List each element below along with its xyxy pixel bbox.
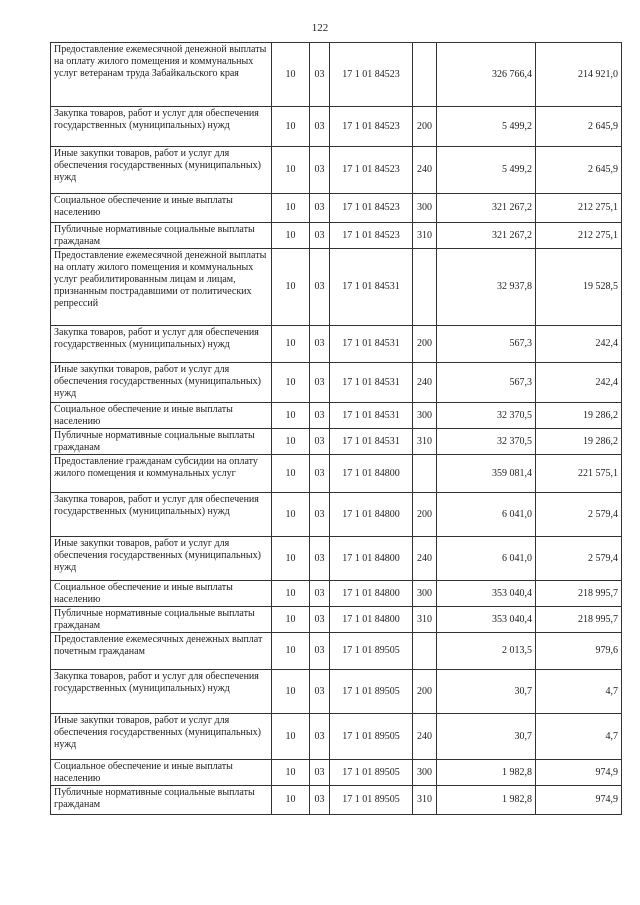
row-section: 10	[272, 714, 310, 760]
row-amount-plan: 5 499,2	[437, 147, 536, 194]
row-amount-actual: 242,4	[536, 326, 622, 363]
row-expense-type: 200	[413, 326, 437, 363]
row-name: Иные закупки товаров, работ и услуг для обеспечения государственных (муниципальных) нужд	[51, 537, 272, 581]
row-amount-plan: 6 041,0	[437, 537, 536, 581]
table-row	[51, 581, 622, 607]
table-row	[51, 633, 622, 670]
row-section: 10	[272, 107, 310, 147]
table-row	[51, 249, 622, 326]
row-name: Социальное обеспечение и иные выплаты населению	[51, 403, 272, 429]
row-section: 10	[272, 607, 310, 633]
row-target-article: 17 1 01 89505	[330, 760, 413, 786]
row-section: 10	[272, 223, 310, 249]
row-target-article: 17 1 01 84800	[330, 493, 413, 537]
table-row	[51, 760, 622, 786]
row-expense-type: 300	[413, 403, 437, 429]
row-amount-plan: 321 267,2	[437, 223, 536, 249]
row-amount-actual: 19 286,2	[536, 429, 622, 455]
table-row	[51, 363, 622, 403]
row-amount-actual: 974,9	[536, 760, 622, 786]
table-row	[51, 786, 622, 815]
row-expense-type: 310	[413, 607, 437, 633]
row-target-article: 17 1 01 84523	[330, 147, 413, 194]
row-name: Закупка товаров, работ и услуг для обеспечения государственных (муниципальных) нужд	[51, 107, 272, 147]
row-expense-type	[413, 455, 437, 493]
row-target-article: 17 1 01 84531	[330, 429, 413, 455]
row-amount-plan: 32 370,5	[437, 403, 536, 429]
row-expense-type: 200	[413, 670, 437, 714]
row-section: 10	[272, 147, 310, 194]
row-subsection: 03	[310, 326, 330, 363]
row-target-article: 17 1 01 89505	[330, 786, 413, 815]
row-section: 10	[272, 633, 310, 670]
row-subsection: 03	[310, 43, 330, 107]
row-name: Закупка товаров, работ и услуг для обеспечения государственных (муниципальных) нужд	[51, 670, 272, 714]
row-target-article: 17 1 01 84523	[330, 107, 413, 147]
row-subsection: 03	[310, 249, 330, 326]
row-subsection: 03	[310, 493, 330, 537]
row-section: 10	[272, 326, 310, 363]
row-expense-type: 300	[413, 581, 437, 607]
row-target-article: 17 1 01 84800	[330, 581, 413, 607]
row-name: Предоставление гражданам субсидии на оплату жилого помещения и коммунальных услуг	[51, 455, 272, 493]
row-section: 10	[272, 363, 310, 403]
row-subsection: 03	[310, 363, 330, 403]
row-amount-plan: 32 370,5	[437, 429, 536, 455]
row-subsection: 03	[310, 714, 330, 760]
row-section: 10	[272, 455, 310, 493]
row-subsection: 03	[310, 455, 330, 493]
table-row	[51, 670, 622, 714]
row-name: Предоставление ежемесячной денежной выплаты на оплату жилого помещения и коммунальных услуг реабилитированным лицам и лицам, признанным пострадавшими от политических репрессий	[51, 249, 272, 326]
row-section: 10	[272, 537, 310, 581]
row-name: Публичные нормативные социальные выплаты гражданам	[51, 429, 272, 455]
row-expense-type: 310	[413, 223, 437, 249]
table-row	[51, 403, 622, 429]
row-amount-actual: 4,7	[536, 714, 622, 760]
row-name: Иные закупки товаров, работ и услуг для обеспечения государственных (муниципальных) нужд	[51, 363, 272, 403]
row-amount-plan: 1 982,8	[437, 786, 536, 815]
row-name: Публичные нормативные социальные выплаты гражданам	[51, 786, 272, 815]
row-subsection: 03	[310, 786, 330, 815]
table-row	[51, 714, 622, 760]
row-amount-plan: 321 267,2	[437, 194, 536, 223]
row-amount-plan: 1 982,8	[437, 760, 536, 786]
row-target-article: 17 1 01 84531	[330, 403, 413, 429]
row-subsection: 03	[310, 760, 330, 786]
row-subsection: 03	[310, 581, 330, 607]
row-target-article: 17 1 01 84800	[330, 455, 413, 493]
row-subsection: 03	[310, 223, 330, 249]
row-name: Социальное обеспечение и иные выплаты населению	[51, 760, 272, 786]
row-amount-actual: 221 575,1	[536, 455, 622, 493]
row-subsection: 03	[310, 147, 330, 194]
row-expense-type: 240	[413, 714, 437, 760]
row-name: Предоставление ежемесячной денежной выплаты на оплату жилого помещения и коммунальных услуг ветеранам труда Забайкальского края	[51, 43, 272, 107]
row-amount-actual: 19 286,2	[536, 403, 622, 429]
row-section: 10	[272, 581, 310, 607]
row-subsection: 03	[310, 670, 330, 714]
row-section: 10	[272, 760, 310, 786]
row-amount-plan: 567,3	[437, 326, 536, 363]
table-row	[51, 455, 622, 493]
row-target-article: 17 1 01 84800	[330, 607, 413, 633]
row-amount-plan: 353 040,4	[437, 607, 536, 633]
row-amount-plan: 326 766,4	[437, 43, 536, 107]
table-row	[51, 147, 622, 194]
row-expense-type: 300	[413, 194, 437, 223]
row-amount-actual: 2 645,9	[536, 107, 622, 147]
row-expense-type: 240	[413, 147, 437, 194]
row-subsection: 03	[310, 194, 330, 223]
row-amount-actual: 979,6	[536, 633, 622, 670]
row-subsection: 03	[310, 607, 330, 633]
row-subsection: 03	[310, 633, 330, 670]
row-subsection: 03	[310, 537, 330, 581]
row-amount-actual: 218 995,7	[536, 607, 622, 633]
row-name: Закупка товаров, работ и услуг для обеспечения государственных (муниципальных) нужд	[51, 326, 272, 363]
row-amount-actual: 212 275,1	[536, 194, 622, 223]
row-section: 10	[272, 194, 310, 223]
row-section: 10	[272, 43, 310, 107]
row-amount-plan: 5 499,2	[437, 107, 536, 147]
row-name: Социальное обеспечение и иные выплаты населению	[51, 581, 272, 607]
row-target-article: 17 1 01 84523	[330, 223, 413, 249]
row-name: Социальное обеспечение и иные выплаты населению	[51, 194, 272, 223]
row-target-article: 17 1 01 84531	[330, 363, 413, 403]
row-name: Закупка товаров, работ и услуг для обеспечения государственных (муниципальных) нужд	[51, 493, 272, 537]
row-name: Публичные нормативные социальные выплаты гражданам	[51, 607, 272, 633]
row-amount-plan: 567,3	[437, 363, 536, 403]
row-target-article: 17 1 01 89505	[330, 633, 413, 670]
row-expense-type	[413, 633, 437, 670]
row-amount-actual: 2 579,4	[536, 537, 622, 581]
table-row	[51, 326, 622, 363]
row-subsection: 03	[310, 107, 330, 147]
row-expense-type: 310	[413, 786, 437, 815]
row-amount-plan: 359 081,4	[437, 455, 536, 493]
row-expense-type: 310	[413, 429, 437, 455]
table-row	[51, 607, 622, 633]
row-name: Иные закупки товаров, работ и услуг для обеспечения государственных (муниципальных) нужд	[51, 714, 272, 760]
row-amount-actual: 974,9	[536, 786, 622, 815]
row-expense-type	[413, 249, 437, 326]
row-amount-plan: 30,7	[437, 714, 536, 760]
table-row	[51, 223, 622, 249]
table-row	[51, 43, 622, 107]
row-subsection: 03	[310, 403, 330, 429]
table-row	[51, 429, 622, 455]
row-section: 10	[272, 493, 310, 537]
row-amount-actual: 4,7	[536, 670, 622, 714]
row-amount-plan: 2 013,5	[437, 633, 536, 670]
table-row	[51, 537, 622, 581]
row-expense-type: 200	[413, 107, 437, 147]
row-amount-plan: 32 937,8	[437, 249, 536, 326]
row-amount-plan: 353 040,4	[437, 581, 536, 607]
row-target-article: 17 1 01 89505	[330, 670, 413, 714]
row-target-article: 17 1 01 89505	[330, 714, 413, 760]
table-row	[51, 493, 622, 537]
row-name: Предоставление ежемесячных денежных выплат почетным гражданам	[51, 633, 272, 670]
row-expense-type: 240	[413, 363, 437, 403]
row-section: 10	[272, 429, 310, 455]
table-row	[51, 194, 622, 223]
row-amount-actual: 214 921,0	[536, 43, 622, 107]
row-section: 10	[272, 403, 310, 429]
row-target-article: 17 1 01 84523	[330, 43, 413, 107]
budget-table	[50, 42, 622, 815]
row-expense-type: 240	[413, 537, 437, 581]
row-amount-plan: 30,7	[437, 670, 536, 714]
row-expense-type: 200	[413, 493, 437, 537]
page-number: 122	[311, 22, 329, 34]
row-amount-actual: 19 528,5	[536, 249, 622, 326]
row-section: 10	[272, 786, 310, 815]
row-amount-actual: 2 579,4	[536, 493, 622, 537]
row-subsection: 03	[310, 429, 330, 455]
row-section: 10	[272, 249, 310, 326]
row-amount-actual: 212 275,1	[536, 223, 622, 249]
row-target-article: 17 1 01 84531	[330, 249, 413, 326]
row-name: Публичные нормативные социальные выплаты гражданам	[51, 223, 272, 249]
row-amount-actual: 218 995,7	[536, 581, 622, 607]
row-target-article: 17 1 01 84800	[330, 537, 413, 581]
row-expense-type: 300	[413, 760, 437, 786]
row-name: Иные закупки товаров, работ и услуг для обеспечения государственных (муниципальных) нужд	[51, 147, 272, 194]
row-amount-actual: 2 645,9	[536, 147, 622, 194]
row-target-article: 17 1 01 84523	[330, 194, 413, 223]
row-section: 10	[272, 670, 310, 714]
row-target-article: 17 1 01 84531	[330, 326, 413, 363]
row-amount-plan: 6 041,0	[437, 493, 536, 537]
table-row	[51, 107, 622, 147]
row-amount-actual: 242,4	[536, 363, 622, 403]
row-expense-type	[413, 43, 437, 107]
